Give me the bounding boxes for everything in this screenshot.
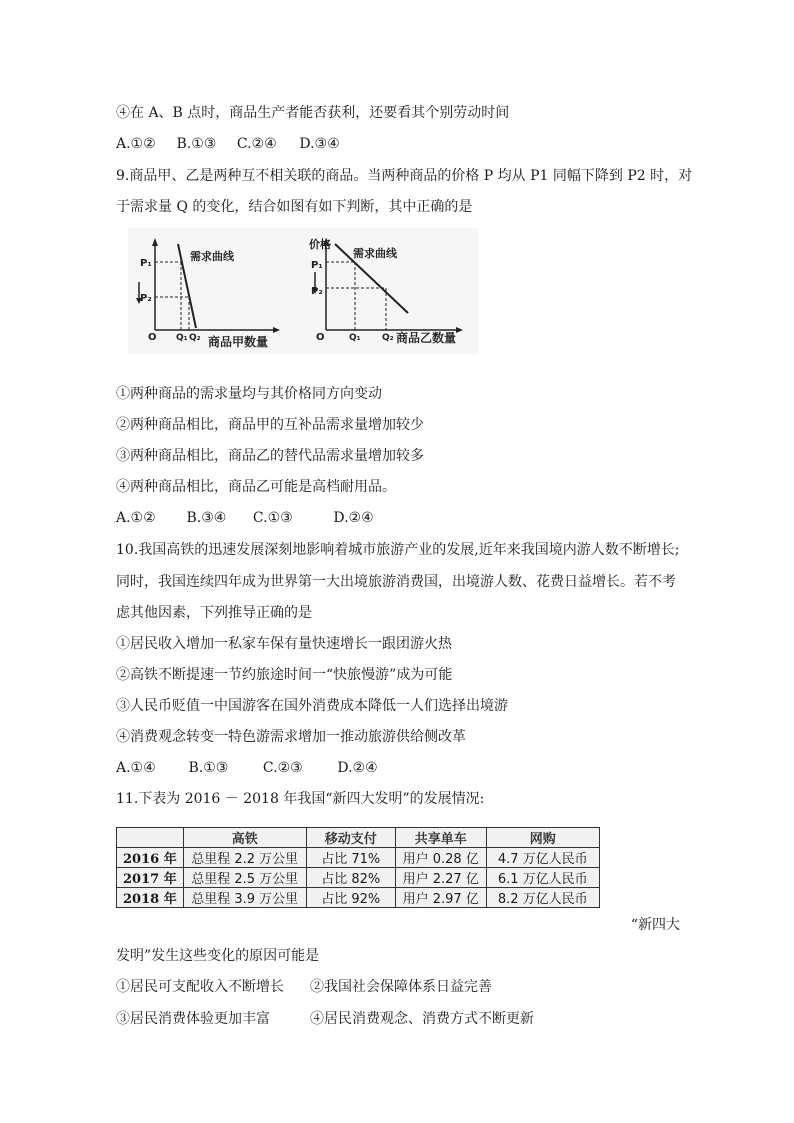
right-q2-label: Q₂ (382, 333, 394, 343)
table-cell: 用户 2.97 亿 (395, 888, 486, 908)
table-row (117, 888, 600, 908)
right-x-label: 商品乙数量 (396, 331, 457, 345)
table-cell: 占比 92% (306, 888, 395, 908)
left-q2-label: Q₂ (189, 333, 201, 343)
table-cell: 2016 年 (117, 848, 184, 868)
right-origin-label: O (316, 332, 325, 343)
right-price-label: 价格 (309, 238, 331, 251)
q10-options (116, 758, 378, 778)
table-cell: 用户 0.28 亿 (395, 848, 486, 868)
q11-stem: 11.下表为 2016 － 2018 年我国“新四大发明”的发展情况: (116, 791, 485, 807)
q9-demand-figure (128, 228, 478, 354)
table-header-cell: 高铁 (183, 828, 306, 848)
table-cell: 总里程 2.5 万公里 (183, 868, 306, 888)
q10-item-3: ③人民币贬值一中国游客在国外消费成本降低一人们选择出境游 (116, 698, 508, 714)
q8-options (116, 134, 340, 154)
q10-item-1: ①居民收入增加一私家车保有量快速增长一跟团游火热 (116, 636, 452, 652)
left-origin-label: O (148, 332, 157, 343)
q10-item-4: ④消费观念转变一特色游需求增加一推动旅游供给侧改革 (116, 729, 466, 745)
q8-option-d: D.③④ (299, 136, 340, 152)
table-cell: 总里程 3.9 万公里 (183, 888, 306, 908)
q9-option-d: D.②④ (333, 510, 374, 526)
q11-inventions-table (116, 827, 600, 908)
q10-option-d: D.②④ (337, 760, 378, 776)
table-cell: 总里程 2.2 万公里 (183, 848, 306, 868)
left-p2-label: P₂ (140, 293, 152, 304)
q9-option-a: A.①② (116, 510, 156, 526)
q9-stem-line2: 于需求量 Q 的变化，结合如图有如下判断，其中正确的是 (116, 199, 473, 215)
q9-options (116, 508, 374, 528)
q10-item-2: ②高铁不断提速一节约旅途时间一“快旅慢游”成为可能 (116, 667, 453, 683)
table-header-cell: 移动支付 (306, 828, 395, 848)
right-q1-label: Q₁ (349, 333, 361, 343)
q9-item-4: ④两种商品相比，商品乙可能是高档耐用品。 (116, 479, 396, 495)
q11-item-3: ③居民消费体验更加丰富 (116, 1011, 270, 1027)
table-cell: 2018 年 (117, 888, 184, 908)
demand-curves-graph (128, 228, 478, 354)
q10-stem-line3: 虑其他因素，下列推导正确的是 (116, 605, 312, 621)
left-x-label: 商品甲数量 (208, 335, 269, 349)
q11-item-1: ①居民可支配收入不断增长 (116, 979, 284, 995)
q11-item-2: ②我国社会保障体系日益完善 (310, 979, 492, 995)
q9-stem-line1: 9.商品甲、乙是两种互不相关联的商品。当两种商品的价格 P 均从 P1 同幅下降到 P2 时，对 (116, 168, 693, 184)
q11-item-4: ④居民消费观念、消费方式不断更新 (310, 1011, 534, 1027)
table-header-cell: 共享单车 (395, 828, 486, 848)
table-cell: 2017 年 (117, 868, 184, 888)
q8-option-b: B.①③ (176, 136, 217, 152)
table-cell: 6.1 万亿人民币 (486, 868, 599, 888)
table-cell: 用户 2.27 亿 (395, 868, 486, 888)
left-curve-label: 需求曲线 (190, 250, 234, 263)
left-p1-label: P₁ (140, 258, 152, 269)
table-header-cell (117, 828, 184, 848)
q9-option-b: B.③④ (186, 510, 227, 526)
table-cell: 4.7 万亿人民币 (486, 848, 599, 868)
table-header-cell: 网购 (486, 828, 599, 848)
left-q1-label: Q₁ (176, 333, 188, 343)
q10-option-c: C.②③ (262, 760, 303, 776)
q9-item-2: ②两种商品相比，商品甲的互补品需求量增加较少 (116, 417, 424, 433)
right-curve-label: 需求曲线 (353, 247, 397, 260)
table-cell: 占比 71% (306, 848, 395, 868)
right-p2-label: P₂ (311, 286, 323, 297)
q11-tail-line: 发明”发生这些变化的原因可能是 (116, 948, 320, 964)
q8-option-c: C.②④ (236, 136, 277, 152)
q10-stem-line2: 同时，我国连续四年成为世界第一大出境旅游消费国，出境游人数、花费日益增长。若不考 (116, 574, 676, 590)
q8-option-a: A.①② (116, 136, 156, 152)
q10-option-b: B.①③ (188, 760, 229, 776)
q10-stem-line1: 10.我国高铁的迅速发展深刻地影响着城市旅游产业的发展,近年来我国境内游人数不断增长; (116, 542, 680, 558)
q9-item-3: ③两种商品相比，商品乙的替代品需求量增加较多 (116, 448, 424, 464)
table-row (117, 868, 600, 888)
q10-option-a: A.①④ (116, 760, 156, 776)
q9-option-c: C.①③ (252, 510, 293, 526)
table-cell: 8.2 万亿人民币 (486, 888, 599, 908)
table-cell: 占比 82% (306, 868, 395, 888)
table-row (117, 848, 600, 868)
q8-item-4: ④在 A、B 点时，商品生产者能否获利，还要看其个别劳动时间 (116, 105, 510, 121)
right-p1-label: P₁ (311, 260, 323, 271)
q9-item-1: ①两种商品的需求量均与其价格同方向变动 (116, 386, 382, 402)
table-header-row (117, 828, 600, 848)
q11-tail-right: “新四大 (630, 917, 680, 933)
